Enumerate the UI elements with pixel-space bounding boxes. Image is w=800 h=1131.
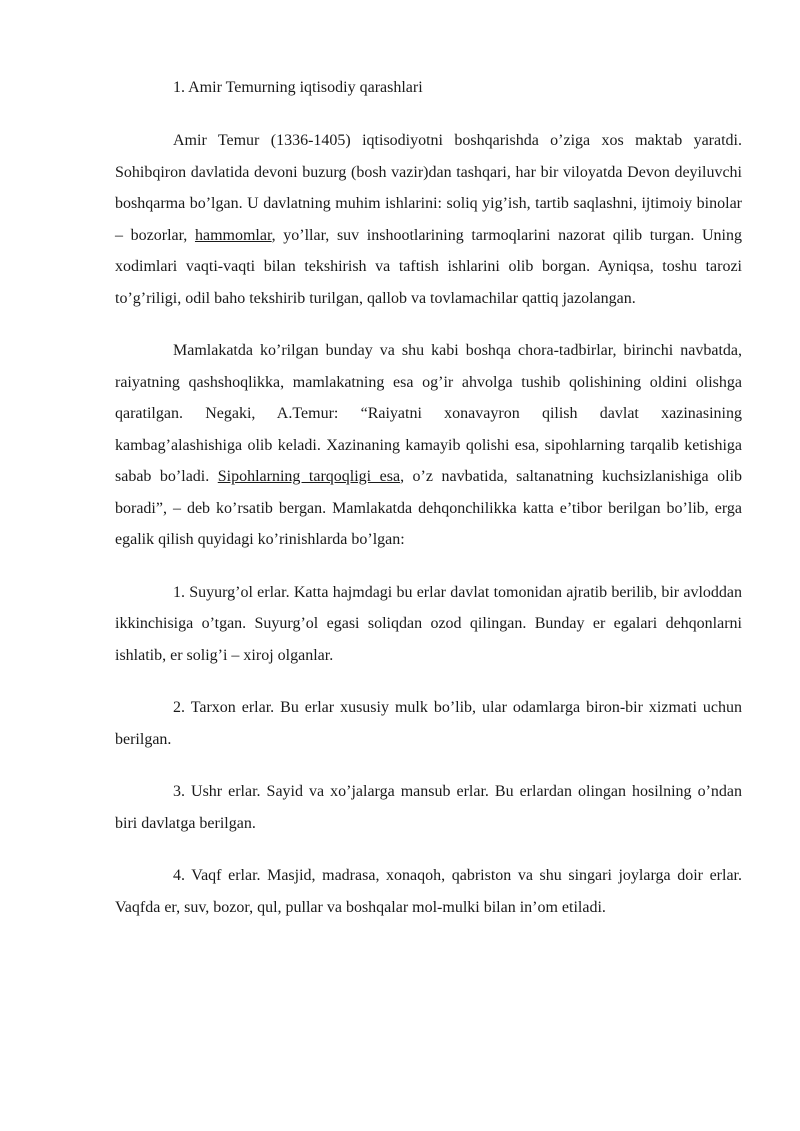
sipohlarning-link[interactable]: Sipohlarning tarqoqligi esa [217,468,401,485]
paragraph-1-text-b: , yo’llar, suv inshootlarining tarmoqlarini nazorat qilib turgan. Uning xodimlari vaqti-vaqti bilan tekshirish va taftish ishlarini olib borgan. Ayniqsa, toshu tarozi to’g’riligi, odil baho tekshirib turilgan, qallob va tovlamachilar qattiq jazolangan. [115,226,743,307]
paragraph-2 [115,335,742,556]
section-heading: 1. Amir Temurning iqtisodiy qarashlari [173,79,423,96]
paragraph-2-text-a: Mamlakatda ko’rilgan bunday va shu kabi boshqa chora-tadbirlar, birinchi navbatda, raiyatning qashshoqlikka, mamlakatning esa og’ir ahvolga tushib qolishining oldini olishga qaratilgan. Negaki, A.Temur: “Raiyatni xonavayron qilish davlat xazinasining kambag’alashishiga olib keladi. Xazinaning kamayib qolishi esa, sipohlarning tarqalib ketishiga sabab bo’ladi. [115,342,742,485]
hammomlar-link[interactable]: hammomlar [194,226,272,244]
list-item-vaqf: 4. Vaqf erlar. Masjid, madrasa, xonaqoh, qabriston va shu singari joylarga doir erlar. Vaqfda er, suv, bozor, qul, pullar va boshqalar mol-mulki bilan in’om etiladi. [115,867,742,916]
list-item-ushr: 3. Ushr erlar. Sayid va xo’jalarga mansub erlar. Bu erlardan olingan hosilning o’ndan biri davlatga berilgan. [115,783,742,832]
paragraph-2-text-b: , o’z navbatida, saltanatning kuchsizlanishiga olib boradi”, – deb ko’rsatib bergan. Mamlakatda dehqonchilikka katta e’tibor berilgan bo’lib, erga egalik qilish quyidagi ko’rinishlarda bo’lgan: [115,468,743,548]
list-item-suyurgol: 1. Suyurg’ol erlar. Katta hajmdagi bu erlar davlat tomonidan ajratib berilib, bir avloddan ikkinchisiga o’tgan. Suyurg’ol egasi soliqdan ozod qilingan. Bunday er egalari dehqonlarni ishlatib, er solig’i – xiroj olganlar. [115,583,742,664]
paragraph-1-text-a: Amir Temur (1336-1405) iqtisodiyotni boshqarishda o’ziga xos maktab yaratdi. Sohibqiron davlatida devoni buzurg (bosh vazir)dan tashqari, har bir viloyatda Devon deyiluvchi boshqarma bo’lgan. U davlatning muhim ishlarini: soliq yig’ish, tartib saqlashni, ijtimoiy binolar – bozorlar, [115,132,742,244]
list-item-tarxon: 2. Tarxon erlar. Bu erlar xususiy mulk bo’lib, ular odamlarga biron-bir xizmati uchun berilgan. [115,699,742,748]
paragraph-1 [115,125,742,314]
